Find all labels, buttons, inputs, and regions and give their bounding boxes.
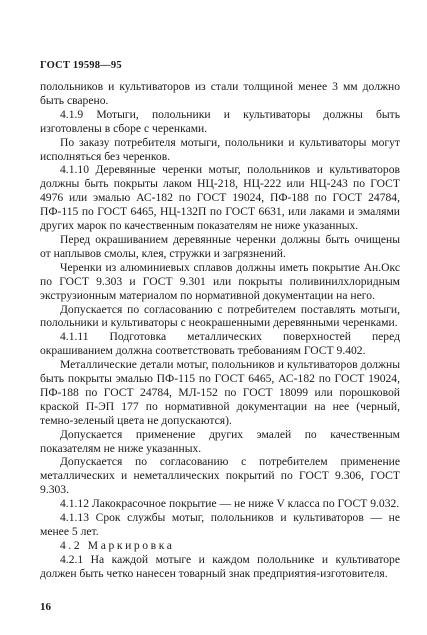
section-heading-marking: 4.2 Маркировка [60,538,175,552]
paragraph-4-1-13: 4.1.13 Срок службы мотыг, полольников и культиваторов — не менее 5 лет. [40,511,400,538]
paragraph-unpainted: Допускается по согласованию с потребителем поставлять мотыги, полольники и культиваторы с неокрашенными деревянными черенками. [40,302,400,330]
paragraph-4-1-11: 4.1.11 Подготовка металлических поверхностей перед окрашиванием должна соответствовать требованиям ГОСТ 9.402. [40,330,400,358]
paragraph-other-enamels: Допускается применение других эмалей по качественным показателям не ниже указанных. [40,427,400,455]
paragraph-coatings: Допускается по согласованию с потребителем применение металлических и неметаллических покрытий по ГОСТ 9.306, ГОСТ 9.303. [40,455,400,497]
page-number: 16 [40,601,51,613]
paragraph-order: По заказу потребителя мотыги, полольники и культиваторы могут исполняться без черенков. [40,135,400,163]
paragraph-4-2-1: 4.2.1 На каждой мотыге и каждом полольнике и культиваторе должен быть четко нанесен товарный знак предприятия-изготовителя. [40,552,400,580]
paragraph-continuation: полольников и культиваторов из стали толщиной менее 3 мм должно быть сварено. [40,80,400,107]
paragraph-cleaning: Перед окрашиванием деревянные черенки должны быть очищены от наплывов смолы, клея, стружки и загрязнений. [40,232,400,260]
paragraph-4-1-12: 4.1.12 Лакокрасочное покрытие — не ниже V класса по ГОСТ 9.032. [60,497,400,511]
page-header: ГОСТ 19598—95 [40,60,122,71]
document-body [40,80,400,581]
paragraph-aluminium: Черенки из алюминиевых сплавов должны иметь покрытие Ан.Окс по ГОСТ 9.303 и ГОСТ 9.301 или покрыты поливинилхлоридным экструзионным материалом по нормативной документации на него. [40,260,400,302]
paragraph-metal-parts: Металлические детали мотыг, полольников и культиваторов должны быть покрыты эмалью ПФ-115 по ГОСТ 6465, АС-182 по ГОСТ 19024, ПФ-188 по ГОСТ 24784, МЛ-152 по ГОСТ 18099 или порошковой краской П-ЭП 177 по нормативной документации на нее (черный, темно-зеленый цвета не допускаются). [40,358,400,427]
paragraph-4-1-9: 4.1.9 Мотыги, полольники и культиваторы должны быть изготовлены в сборе с черенками. [40,107,400,135]
paragraph-4-1-10: 4.1.10 Деревянные черенки мотыг, полольников и культиваторов должны быть покрыты лаком НЦ-218, НЦ-222 или НЦ-243 по ГОСТ 4976 или эмалью АС-182 по ГОСТ 19024, ПФ-188 по ГОСТ 24784, ПФ-115 по ГОСТ 6465, НЦ-132П по ГОСТ 6631, или лаками и эмалями других марок по качественным показателям не ниже указанных. [40,163,400,233]
